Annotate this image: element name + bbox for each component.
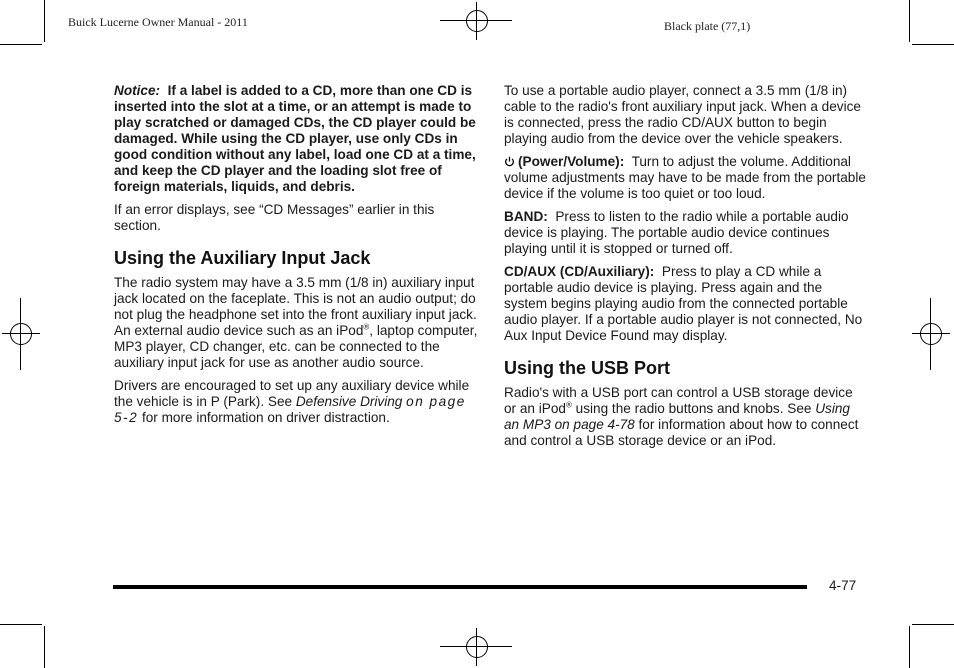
power-label: (Power/Volume): xyxy=(518,154,625,169)
defensive-driving-link[interactable]: Defensive Driving xyxy=(295,394,403,409)
plate-label: Black plate (77,1) xyxy=(664,19,751,33)
crop-mark xyxy=(912,624,954,625)
notice-paragraph xyxy=(114,83,482,195)
mp3-page-link[interactable]: Using an MP3 on page 4-78 xyxy=(504,401,850,432)
aux-text-d: for more information on driver distraction. xyxy=(141,410,390,425)
registration-circle-icon xyxy=(10,323,32,345)
usb-text-a: Radio's with a USB port can control a USB storage device or an iPod xyxy=(504,385,853,416)
cdaux-paragraph xyxy=(504,264,866,344)
aux-paragraph-1 xyxy=(114,275,482,371)
band-paragraph xyxy=(504,209,866,257)
cdaux-label: CD/AUX (CD/Auxiliary): xyxy=(504,264,655,279)
registration-circle-icon xyxy=(920,323,942,345)
crop-mark xyxy=(0,44,42,45)
crop-mark xyxy=(912,44,954,45)
crop-mark xyxy=(44,626,45,668)
registered-mark: ® xyxy=(363,322,370,332)
left-column xyxy=(114,83,482,433)
aux-text-a: The radio system may have a 3.5 mm (1/8 in) auxiliary input jack located on the faceplate. This is not an audio output; do not plug the headphone set into the front auxiliary input jack. An external audio device such as an iPod xyxy=(114,275,477,338)
crop-mark xyxy=(0,624,42,625)
footer-rule xyxy=(113,585,807,589)
error-paragraph: If an error displays, see “CD Messages” earlier in this section. xyxy=(114,202,435,233)
registration-circle-icon xyxy=(466,636,488,658)
band-label: BAND: xyxy=(504,209,548,224)
notice-label: Notice: xyxy=(114,83,161,98)
registered-mark: ® xyxy=(565,400,572,410)
notice-text: If a label is added to a CD, more than one CD is inserted into the slot at a time, or an attempt is made to play scratched or damaged CDs, the CD player could be damaged. While using the CD player, use only CDs in good condition without any label, load one CD at a time, and keep the CD player and the loading slot free of foreign materials, liquids, and debris. xyxy=(114,83,476,194)
registration-circle-icon xyxy=(466,10,488,32)
usb-paragraph xyxy=(504,385,866,449)
usb-text-c: for information about how to connect and control a USB storage device or an iPod. xyxy=(504,417,859,448)
defensive-driving-page-ref[interactable]: on page 5-2 xyxy=(114,394,466,425)
power-icon xyxy=(504,156,515,167)
band-text: Press to listen to the radio while a portable audio device is playing. The portable audio device continues playing until it is stopped or turned off. xyxy=(504,209,849,256)
portable-paragraph: To use a portable audio player, connect a 3.5 mm (1/8 in) cable to the radio's front auxiliary input jack. When a device is connected, press the radio CD/AUX button to begin playing audio from the device over the vehicle speakers. xyxy=(504,83,861,146)
crop-mark xyxy=(44,0,45,42)
crop-mark xyxy=(909,626,910,668)
aux-text-b: , laptop computer, MP3 player, CD changer, etc. can be connected to the auxiliary input jack for use as another audio source. xyxy=(114,323,478,370)
power-text: Turn to adjust the volume. Additional volume adjustments may have to be made from the portable device if the volume is too quiet or too loud. xyxy=(504,154,866,201)
crop-mark xyxy=(909,0,910,42)
right-column xyxy=(504,83,866,456)
aux-paragraph-2 xyxy=(114,378,482,426)
cdaux-text: Press to play a CD while a portable audio device is playing. Press again and the system begins playing audio from the connected portable audio player. If a portable audio player is not connected, No Aux Input Device Found may display. xyxy=(504,264,863,343)
usb-text-b: using the radio buttons and knobs. See xyxy=(575,401,812,416)
power-paragraph xyxy=(504,154,866,202)
aux-text-c: Drivers are encouraged to set up any auxiliary device while the vehicle is in P (Park). See xyxy=(114,378,470,409)
manual-title: Buick Lucerne Owner Manual - 2011 xyxy=(68,15,248,29)
usb-heading: Using the USB Port xyxy=(504,358,671,378)
aux-heading: Using the Auxiliary Input Jack xyxy=(114,248,371,268)
page-number: 4-77 xyxy=(829,578,857,593)
